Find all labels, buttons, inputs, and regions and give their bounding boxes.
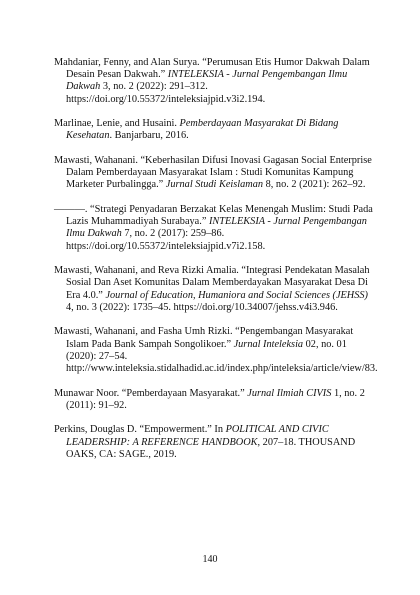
bibliography-entry [54,155,378,192]
bibliography-entry [54,57,378,106]
entry-journal-title: Journal of Education, Humaniora and Social Sciences (JEHSS) [105,289,368,301]
entry-journal-title: Jurnal Ilmiah CIVIS [247,387,332,399]
bibliography-entry [54,326,378,375]
entry-text: ———. “Strategi Penyadaran Berzakat Kelas Menengah Muslim: Studi Pada Lazis Muhammadiyah Surabaya.” [54,204,373,228]
entry-book-title: POLITICAL AND CIVIC LEADERSHIP: A REFERENCE HANDBOOK [66,424,329,448]
entry-text: Perkins, Douglas D. “Empowerment.” In [54,424,226,436]
page-number: 140 [202,554,218,565]
entry-book-title: Pemberdayaan Masyarakat Di Bidang Kesehatan [66,118,339,142]
entry-text: Mahdaniar, Fenny, and Alan Surya. “Perumusan Etis Humor Dakwah Dalam Desain Pesan Dakwah.” [54,57,370,81]
entry-text: 7, no. 2 (2017): 259–86. https://doi.org/10.55372/inteleksiajpid.v7i2.158. [66,228,266,252]
entry-text: . Banjarbaru, 2016. [109,130,189,142]
entry-text: 02, no. 01 (2020): 27–54. http://www.inteleksia.stidalhadid.ac.id/index.php/inteleksia/article/view/83. [66,338,378,375]
bibliography-list [54,57,378,461]
entry-journal-title: INTELEKSIA - Jurnal Pengembangan Ilmu Dakwah [66,69,348,93]
entry-text: Mawasti, Wahanani, and Reva Rizki Amalia. “Integrasi Pendekatan Masalah Sosial Dan Aset Komunitas Dalam Memberdayakan Masyarakat Desa Di Era 4.0.” [54,265,370,301]
entry-text: Mawasti, Wahanani. “Keberhasilan Difusi Inovasi Gagasan Social Enterprise Dalam Pemberdayaan Masyarakat Islam : Studi Komunitas Kampung Marketer Purbalingga.” [54,155,372,191]
entry-text: Munawar Noor. “Pemberdayaan Masyarakat.” [54,387,248,399]
bibliography-entry [54,265,378,314]
bibliography-entry [54,204,378,253]
entry-text: Marlinae, Lenie, and Husaini. [54,118,180,130]
entry-journal-title: Jurnal Studi Keislaman [165,179,264,191]
bibliography-entry [54,118,378,142]
entry-text: 8, no. 2 (2021): 262–92. [263,179,366,191]
entry-text: 1, no. 2 (2011): 91–92. [66,387,365,411]
entry-text: 3, no. 2 (2022): 291–312. https://doi.org/10.55372/inteleksiajpid.v3i2.194. [66,81,266,105]
entry-text: 4, no. 3 (2022): 1735–45. https://doi.org/10.34007/jehss.v4i3.946. [66,301,338,313]
bibliography-entry [54,424,378,461]
entry-text: , 207–18. THOUSAND OAKS, CA: SAGE., 2019. [66,436,356,460]
entry-text: Mawasti, Wahanani, and Fasha Umh Rizki. “Pengembangan Masyarakat Islam Pada Bank Sampah Songolikoer.” [54,326,354,350]
entry-journal-title: Jurnal Inteleksia [233,338,304,350]
entry-journal-title: INTELEKSIA - Jurnal Pengembangan Ilmu Dakwah [66,216,367,240]
bibliography-entry [54,388,378,412]
